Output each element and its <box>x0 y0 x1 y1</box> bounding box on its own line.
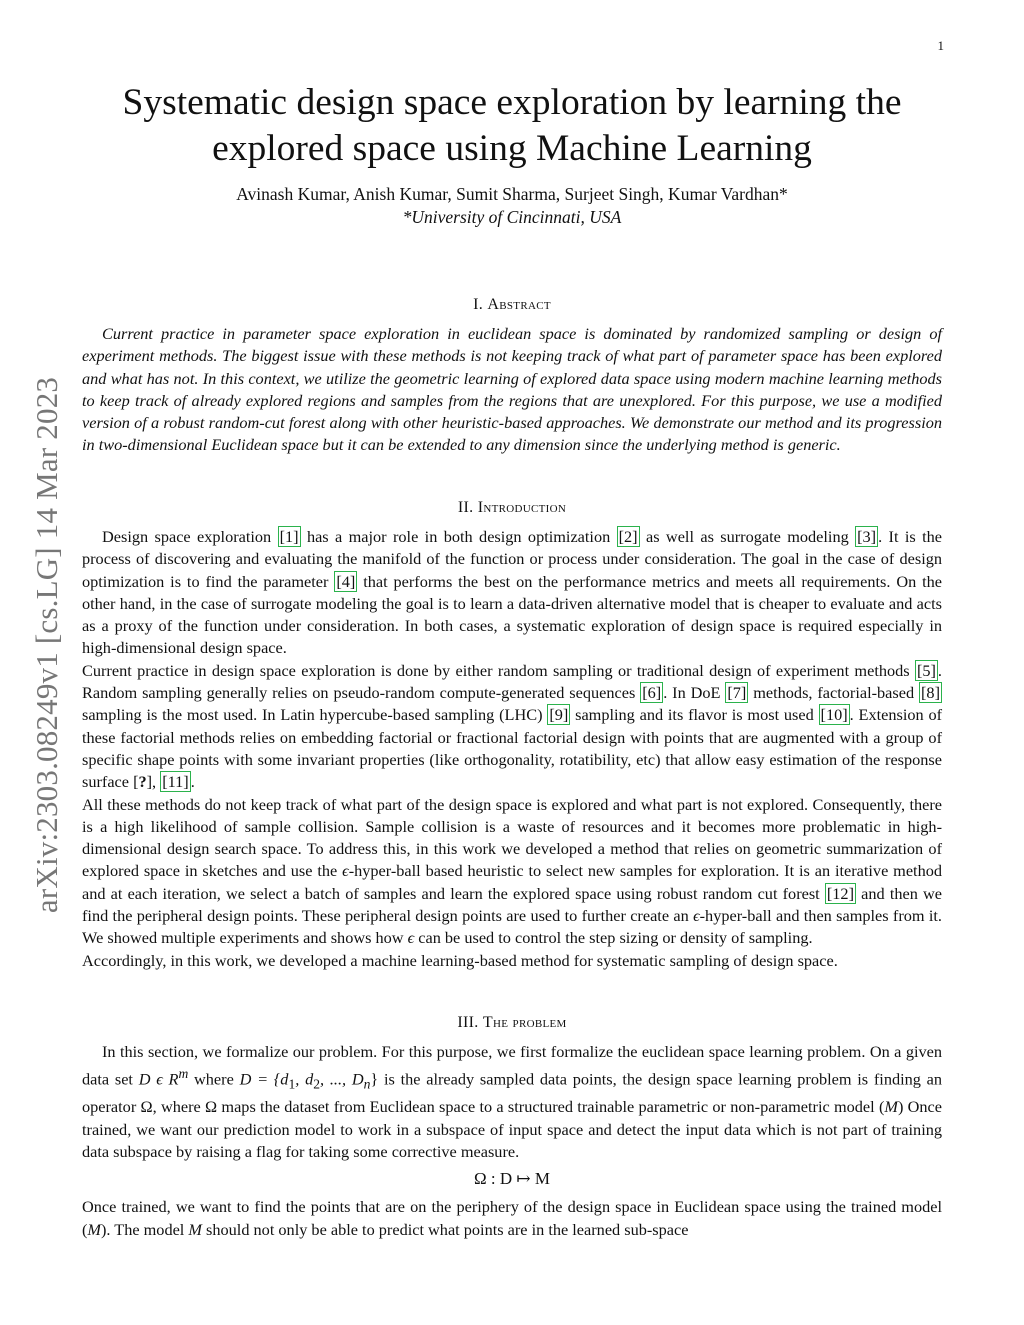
missing-citation: ? <box>138 772 147 792</box>
section-heading-problem <box>82 1014 942 1032</box>
section-heading-introduction <box>82 499 942 517</box>
page-number: 1 <box>937 38 944 53</box>
citation-link[interactable]: [11] <box>162 772 189 792</box>
citation-link[interactable]: [4] <box>336 571 356 591</box>
abstract-paragraph: Current practice in parameter space exploration in euclidean space is dominated by randomized sampling or design of experiment methods. The biggest issue with these methods is not keeping track of what part of parameter space has been explored and what has not. In this context, we utilize the geometric learning of explored data space using modern machine learning methods to keep track of already explored regions and samples from the regions that are unexplored. For this purpose, we use a modified version of a robust random-cut forest along with other heuristic-based approaches. We demonstrate our method and its progression in two-dimensional Euclidean space but it can be extended to any dimension since the underlying method is generic. <box>82 324 942 455</box>
intro-paragraph-2: Current practice in design space exploration is done by either random sampling or traditional design of experiment methods [5] . Random sampling generally relies on pseudo-random compute-generated sequences [6] . In DoE [7] methods, factorial-based [8] sampling is the most used. In Latin hypercube-based sampling (LHC) [9] sampling and its flavor is most used [10] . Extension of these factorial methods relies on embedding factorial or fractional factorial design with points that are augmented with a group of specific shape points with some invariant properties (like orthogonality, rotatibility, etc) that allow easy estimation of the response surface [?], [11] . <box>82 660 943 792</box>
citation-link[interactable]: [10] <box>820 705 848 725</box>
problem-paragraph-2: Once trained, we want to find the points that are on the periphery of the design space in Euclidean space using the trained model (M). The model M should not only be able to predict what points are in the learned sub-space <box>82 1197 942 1239</box>
title-line-1: Systematic design space exploration by learning the <box>122 82 902 123</box>
arxiv-identifier: arXiv:2303.08249v1 [cs.LG] 14 Mar 2023 <box>29 376 64 914</box>
section-number: III. <box>457 1014 479 1031</box>
citation-link[interactable]: [9] <box>549 705 569 725</box>
citation-link[interactable]: [12] <box>826 883 854 903</box>
intro-paragraph-1: Design space exploration [1] has a major role in both design optimization [2] as well as surrogate modeling [3] . It is the process of discovering and evaluating the manifold of the function or process under consideration. The goal in the case of design optimization is to find the parameter [4] that performs the best on the performance metrics and meets all requirements. On the other hand, in the case of surrogate modeling the goal is to learn a data-driven alternative model that is cheaper to evaluate and acts as a proxy of the function under consideration. In both cases, a systematic exploration of design space is required especially in high-dimensional design space. <box>82 527 943 658</box>
abstract-section <box>82 296 942 457</box>
arxiv-sidebar <box>22 345 72 945</box>
citation-link[interactable]: [5] <box>916 660 936 680</box>
problem-section <box>82 1014 942 1241</box>
title-line-2: explored space using Machine Learning <box>212 128 812 169</box>
equation: Ω : D ↦ M <box>474 1169 550 1189</box>
section-title: Introduction <box>477 499 567 516</box>
citation-link[interactable]: [7] <box>727 683 747 703</box>
affiliation: *University of Cincinnati, USA <box>402 207 622 227</box>
citation-link[interactable]: [3] <box>857 527 877 546</box>
section-heading-abstract <box>82 296 942 314</box>
section-title: Abstract <box>487 296 551 313</box>
introduction-section <box>82 499 942 972</box>
citation-link[interactable]: [1] <box>279 527 299 546</box>
section-number: II. <box>457 499 474 516</box>
citation-link[interactable]: [8] <box>921 683 940 703</box>
citation-link[interactable]: [6] <box>642 683 662 703</box>
problem-paragraph-1: In this section, we formalize our problem. For this purpose, we first formalize the euclidean space learning problem. On a given data set D ϵ $R^m$ where $D = \{d_1$, $d_2$, ..., $D_n$} is the already sampled data points, the design space learning problem is finding an operator Ω, where Ω maps the dataset from Euclidean space to a structured trainable parametric or non-parametric model (M) Once trained, we want our prediction model to work in a subspace of input space and detect the input data which is not part of training data subspace by raising a flag for taking some corrective measure. <box>82 1042 943 1161</box>
author-list: Avinash Kumar, Anish Kumar, Sumit Sharma, Surjeet Singh, Kumar Vardhan* <box>236 184 788 204</box>
section-number: I. <box>473 296 484 313</box>
section-title: The problem <box>482 1014 567 1031</box>
intro-paragraph-4: Accordingly, in this work, we developed a machine learning-based method for systematic sampling of design space. <box>82 950 838 970</box>
citation-link[interactable]: [2] <box>618 527 638 546</box>
paper-title <box>60 80 964 172</box>
intro-paragraph-3: All these methods do not keep track of what part of the design space is explored and what part is not explored. Consequently, there is a high likelihood of sample collision. Sample collision is a waste of resources and it becomes more problematic in high-dimensional design search space. To address this, in this work we developed a method that relies on geometric summarization of explored space in sketches and use the ϵ-hyper-ball based heuristic to select new samples for exploration. It is an iterative method and at each iteration, we select a batch of samples and learn the explored space using robust random cut forest [12] and then we find the peripheral design points. These peripheral design points are used to further create an ϵ-hyper-ball and then samples from it. We showed multiple experiments and shows how ϵ can be used to control the step sizing or density of sampling. <box>82 794 943 948</box>
